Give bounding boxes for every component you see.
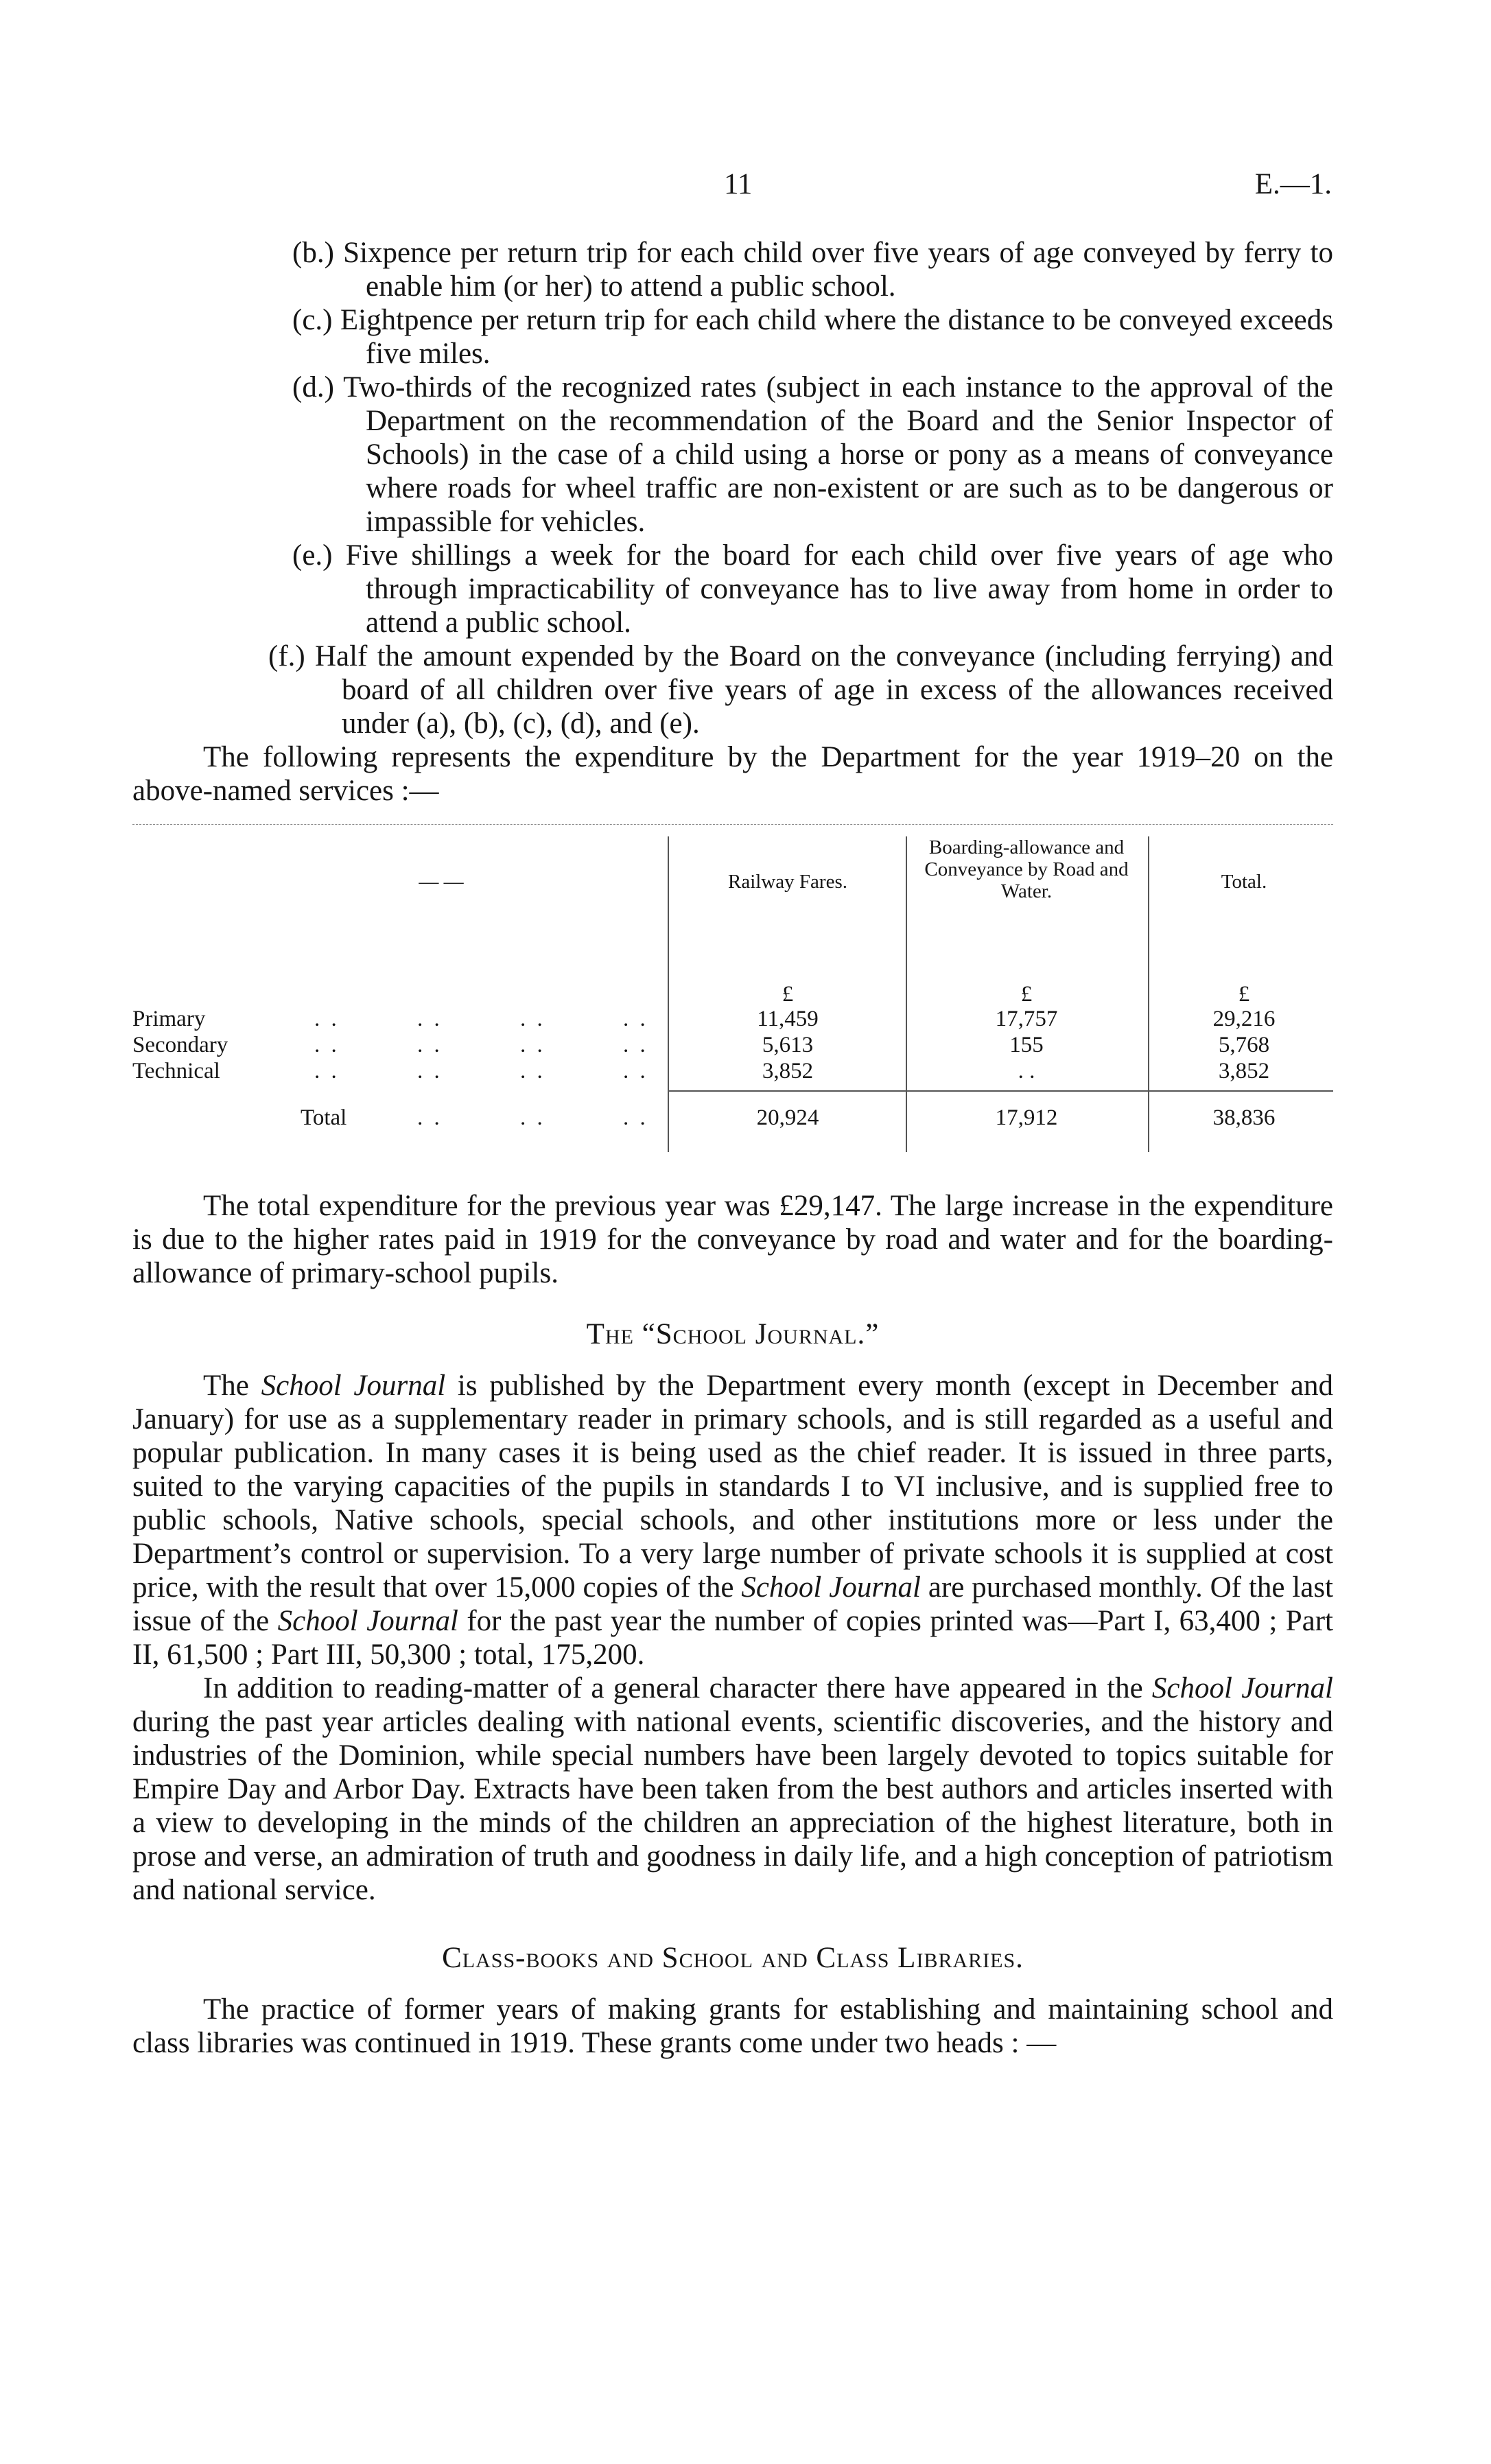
expenditure-table (132, 823, 1333, 1166)
list-item-f: (f.) Half the amount expended by the Board on the conveyance (including ferrying) and board of all children over five years of age in excess of the allowances received under (a), (b), (c), (d), and (e). (268, 640, 1334, 740)
row-label-total: Total (301, 1105, 347, 1130)
secondary-total: 5,768 (1218, 1033, 1270, 1057)
leader-dots: . . (520, 1007, 545, 1031)
row-label-secondary: Secondary (132, 1033, 228, 1057)
total-rule (668, 1090, 1333, 1092)
table-top-rule (132, 824, 1333, 825)
list-item-c: (c.) Eightpence per return trip for each child where the distance to be conveyed exceeds five miles. (292, 304, 1334, 370)
document-reference: E.—1. (1254, 168, 1332, 200)
col-rule-3 (1148, 836, 1149, 1152)
leader-dots: . . (520, 1033, 545, 1057)
leader-dots: . . (623, 1033, 648, 1057)
leader-dots: . . (520, 1059, 545, 1083)
total-railway: 20,924 (756, 1105, 819, 1130)
section-heading-school-journal: The “School Journal.” (586, 1318, 880, 1350)
currency-boarding: £ (1020, 982, 1033, 1007)
technical-railway: 3,852 (762, 1059, 814, 1083)
header-total: Total. (1221, 871, 1267, 893)
secondary-railway: 5,613 (762, 1033, 814, 1057)
primary-boarding: 17,757 (995, 1007, 1058, 1031)
leader-dots: . . (417, 1059, 443, 1083)
leader-dots: . . (417, 1033, 443, 1057)
page-header (0, 167, 1491, 202)
row-label-primary: Primary (132, 1007, 206, 1031)
currency-total: £ (1238, 982, 1250, 1007)
leader-dots: . . (314, 1033, 340, 1057)
col-rule-1 (668, 836, 669, 1152)
header-blank: — — (419, 871, 464, 893)
technical-boarding: . . (1018, 1059, 1035, 1083)
table-intro: The following represents the expenditure by the Department for the year 1919–20 on the above-named services :— (132, 741, 1333, 807)
page-body (132, 236, 1333, 2060)
header-boarding: Boarding-allowance and Conveyance by Road and Water. (924, 836, 1129, 902)
secondary-boarding: 155 (1009, 1033, 1044, 1057)
leader-dots: . . (314, 1059, 340, 1083)
leader-dots: . . (417, 1007, 443, 1031)
paragraph-total-expenditure: The total expenditure for the previous year was £29,147. The large increase in the expenditure is due to the higher rates paid in 1919 for the conveyance by road and water and for the boarding-allowance of primary-school pupils. (132, 1190, 1333, 1289)
leader-dots: . . (314, 1007, 340, 1031)
page-number: 11 (724, 168, 753, 200)
row-label-technical: Technical (132, 1059, 220, 1083)
total-boarding: 17,912 (995, 1105, 1058, 1130)
leader-dots: . . (623, 1059, 648, 1083)
paragraph-libraries: The practice of former years of making grants for establishing and maintaining school and class libraries was continued in 1919. These grants come under two heads : — (132, 1993, 1333, 2059)
list-item-e: (e.) Five shillings a week for the board for each child over five years of age who through impracticability of conveyance has to live away from home in order to attend a public school. (292, 539, 1333, 639)
col-rule-2 (906, 836, 907, 1152)
paragraph-school-journal-2: In addition to reading-matter of a general character there have appeared in the School Journal during the past year articles dealing with national events, scientific discoveries, and the history and industries of the Dominion, while special numbers have been largely devoted to topics suitable for Empire Day and Arbor Day. Extracts have been taken from the best authors and articles inserted with a view to developing in the minds of the children an appreciation of the highest literature, both in prose and verse, an admiration of truth and goodness in daily life, and a high conception of patriotism and national service. (132, 1672, 1333, 1906)
section-heading-libraries: Class-books and School and Class Libraries. (442, 1942, 1024, 1974)
total-total: 38,836 (1212, 1105, 1276, 1130)
list-item-d: (d.) Two-thirds of the recognized rates (subject in each instance to the approval of the Department on the recommendation of the Board and the Senior Inspector of Schools) in the case of a child using a horse or pony as a means of conveyance where roads for wheel traffic are non-existent or are such as to be dangerous or impassible for vehicles. (292, 371, 1333, 538)
list-item-b: (b.) Sixpence per return trip for each child over five years of age conveyed by ferry to enable him (or her) to attend a public school. (292, 237, 1334, 303)
leader-dots: . . (520, 1105, 545, 1130)
leader-dots: . . (623, 1105, 648, 1130)
leader-dots: . . (417, 1105, 443, 1130)
primary-total: 29,216 (1212, 1007, 1276, 1031)
leader-dots: . . (623, 1007, 648, 1031)
primary-railway: 11,459 (757, 1007, 819, 1031)
header-railway: Railway Fares. (728, 871, 847, 893)
paragraph-school-journal-1: The School Journal is published by the Department every month (except in December and January) for use as a supplementary reader in primary schools, and is still regarded as a useful and popular publication. In many cases it is being used as the chief reader. It is issued in three parts, suited to the varying capacities of the pupils in standards I to VI inclusive, and is supplied free to public schools, Native schools, special schools, and other institutions more or less under the Department’s control or supervision. To a very large number of private schools it is supplied at cost price, with the result that over 15,000 copies of the School Journal are purchased monthly. Of the last issue of the School Journal for the past year the number of copies printed was—Part I, 63,400 ; Part II, 61,500 ; Part III, 50,300 ; total, 175,200. (132, 1370, 1333, 1671)
technical-total: 3,852 (1218, 1059, 1270, 1083)
currency-railway: £ (782, 982, 794, 1007)
